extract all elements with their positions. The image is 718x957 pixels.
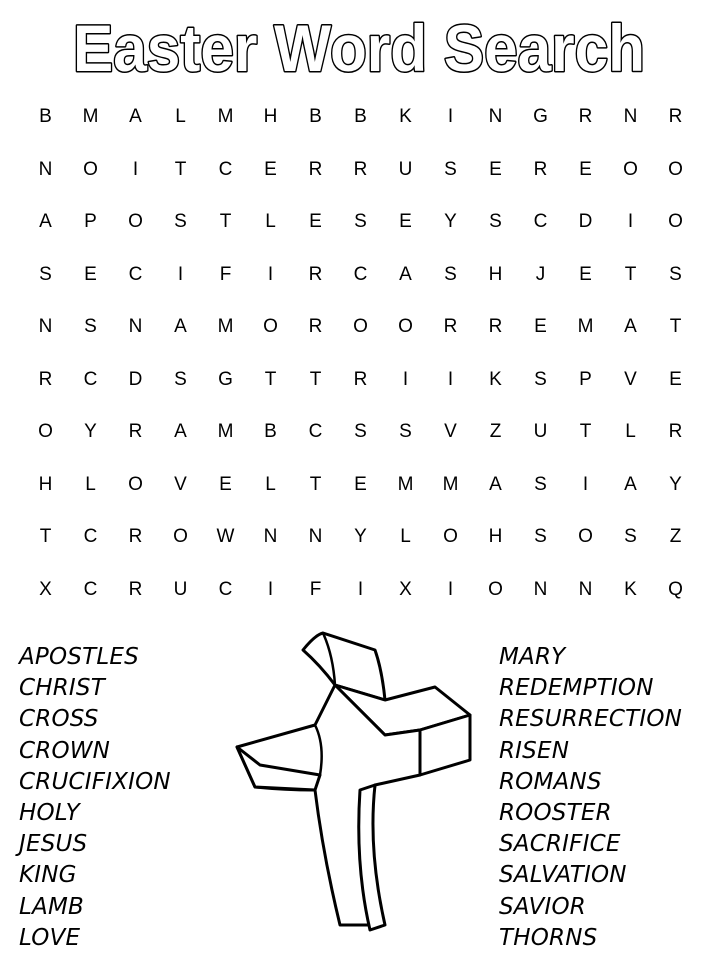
grid-letter: O xyxy=(173,526,188,547)
grid-letter: J xyxy=(535,263,546,285)
grid-letter: M xyxy=(217,421,234,442)
grid-letter: V xyxy=(444,421,457,442)
page-title-text: Easter Word Search xyxy=(73,11,645,85)
grid-letter: H xyxy=(488,263,503,285)
grid-letter: O xyxy=(398,316,413,337)
grid-row xyxy=(23,301,698,354)
grid-letter: K xyxy=(624,578,637,600)
grid-letter: R xyxy=(668,106,683,127)
grid-letter: E xyxy=(399,211,412,232)
grid-letter: O xyxy=(578,526,593,547)
grid-letter: A xyxy=(39,211,52,232)
grid-letter: S xyxy=(174,211,187,232)
word-list-item: LOVE xyxy=(19,924,81,951)
grid-letter: A xyxy=(174,316,187,337)
grid-letter: B xyxy=(39,106,52,127)
word-list-item: SALVATION xyxy=(499,862,627,889)
grid-row xyxy=(23,249,698,302)
grid-letter: D xyxy=(578,211,593,232)
grid-letter: O xyxy=(128,473,143,495)
grid-letter: A xyxy=(489,473,502,495)
cross-icon xyxy=(225,625,485,950)
page-title xyxy=(0,0,718,90)
grid-letter: E xyxy=(669,368,682,390)
letter-grid xyxy=(23,91,698,616)
word-list-item: CRUCIFIXION xyxy=(19,768,171,795)
grid-letter: I xyxy=(132,158,139,180)
grid-row xyxy=(23,406,698,459)
grid-letter: L xyxy=(400,526,411,547)
grid-letter: R xyxy=(308,158,323,180)
grid-letter: S xyxy=(354,421,367,442)
grid-letter: R xyxy=(533,158,548,180)
grid-letter: Z xyxy=(669,526,682,547)
grid-letter: C xyxy=(128,263,143,285)
word-list-item: THORNS xyxy=(499,924,598,951)
grid-letter: M xyxy=(217,106,234,127)
grid-letter: O xyxy=(263,316,278,337)
grid-letter: T xyxy=(579,421,592,442)
grid-letter: R xyxy=(128,578,143,600)
word-list-item: RISEN xyxy=(499,737,570,764)
grid-letter: B xyxy=(264,421,277,442)
grid-letter: S xyxy=(534,473,547,495)
grid-letter: O xyxy=(38,421,53,442)
word-list-item: APOSTLES xyxy=(19,644,139,670)
grid-letter: R xyxy=(38,368,53,390)
grid-letter: O xyxy=(353,316,368,337)
grid-letter: X xyxy=(39,578,52,600)
grid-letter: L xyxy=(265,473,276,495)
grid-letter: S xyxy=(174,368,187,390)
grid-letter: M xyxy=(217,316,234,337)
word-list-item: CHRIST xyxy=(19,675,105,702)
word-list-item: ROOSTER xyxy=(499,799,612,826)
grid-letter: D xyxy=(128,368,143,390)
grid-letter: C xyxy=(533,211,548,232)
grid-letter: T xyxy=(174,158,187,180)
grid-letter: E xyxy=(264,158,277,180)
grid-letter: C xyxy=(83,526,98,547)
grid-letter: E xyxy=(84,263,97,285)
grid-letter: T xyxy=(624,263,637,285)
grid-letter: L xyxy=(265,211,276,232)
grid-row xyxy=(23,144,698,197)
grid-letter: R xyxy=(353,158,368,180)
grid-letter: N xyxy=(623,106,638,127)
grid-letter: T xyxy=(309,473,322,495)
grid-letter: I xyxy=(267,263,274,285)
grid-letter: T xyxy=(219,211,232,232)
grid-letter: Y xyxy=(444,211,457,232)
word-list-item: SAVIOR xyxy=(499,893,586,920)
grid-letter: S xyxy=(354,211,367,232)
grid-letter: L xyxy=(625,421,636,442)
grid-letter: Q xyxy=(668,578,683,600)
grid-letter: S xyxy=(489,211,502,232)
grid-letter: I xyxy=(267,578,274,600)
grid-letter: N xyxy=(38,158,53,180)
grid-letter: R xyxy=(488,316,503,337)
grid-letter: T xyxy=(669,316,682,337)
grid-letter: S xyxy=(39,263,52,285)
grid-letter: B xyxy=(309,106,322,127)
grid-letter: N xyxy=(128,316,143,337)
grid-letter: I xyxy=(177,263,184,285)
grid-letter: U xyxy=(533,421,548,442)
grid-letter: O xyxy=(83,158,98,180)
grid-letter: O xyxy=(443,526,458,547)
grid-letter: T xyxy=(39,526,52,547)
grid-letter: S xyxy=(399,421,412,442)
grid-letter: K xyxy=(399,106,412,127)
grid-letter: M xyxy=(442,473,459,495)
grid-letter: G xyxy=(533,106,548,127)
word-list-left xyxy=(19,642,171,954)
grid-letter: O xyxy=(668,211,683,232)
word-list-item: CROWN xyxy=(19,737,111,764)
grid-letter: P xyxy=(84,211,97,232)
grid-letter: C xyxy=(353,263,368,285)
grid-letter: Z xyxy=(489,421,502,442)
word-list-item: ROMANS xyxy=(499,768,602,795)
grid-letter: C xyxy=(218,578,233,600)
grid-letter: T xyxy=(309,368,322,390)
word-list-item: CROSS xyxy=(19,706,99,733)
grid-letter: U xyxy=(398,158,413,180)
grid-letter: H xyxy=(38,473,53,495)
grid-letter: E xyxy=(534,316,547,337)
word-list-item: JESUS xyxy=(19,831,88,858)
grid-letter: A xyxy=(174,421,187,442)
grid-letter: E xyxy=(219,473,232,495)
grid-letter: O xyxy=(128,211,143,232)
grid-letter: H xyxy=(263,106,278,127)
grid-letter: S xyxy=(534,526,547,547)
grid-letter: E xyxy=(489,158,502,180)
grid-letter: N xyxy=(533,578,548,600)
grid-letter: R xyxy=(578,106,593,127)
grid-letter: S xyxy=(444,263,457,285)
grid-letter: S xyxy=(84,316,97,337)
grid-letter: A xyxy=(624,316,637,337)
grid-letter: I xyxy=(357,578,364,600)
grid-letter: M xyxy=(82,106,99,127)
grid-letter: B xyxy=(354,106,367,127)
grid-letter: E xyxy=(309,211,322,232)
grid-letter: U xyxy=(173,578,188,600)
grid-letter: O xyxy=(488,578,503,600)
grid-letter: C xyxy=(83,578,98,600)
grid-letter: V xyxy=(624,368,637,390)
grid-letter: V xyxy=(174,473,187,495)
grid-letter: I xyxy=(582,473,589,495)
grid-letter: W xyxy=(216,526,235,547)
word-list-item: HOLY xyxy=(19,799,80,826)
grid-letter: R xyxy=(443,316,458,337)
grid-letter: R xyxy=(668,421,683,442)
grid-letter: L xyxy=(85,473,96,495)
grid-letter: E xyxy=(354,473,367,495)
word-list-right xyxy=(499,642,682,954)
grid-letter: F xyxy=(219,263,232,285)
word-list-item: SACRIFICE xyxy=(499,831,621,858)
word-list-item: KING xyxy=(19,862,77,889)
grid-letter: R xyxy=(308,263,323,285)
grid-letter: C xyxy=(83,368,98,390)
grid-letter: E xyxy=(579,158,592,180)
grid-row xyxy=(23,511,698,564)
grid-letter: K xyxy=(489,368,502,390)
grid-letter: S xyxy=(444,158,457,180)
grid-letter: S xyxy=(624,526,637,547)
grid-row xyxy=(23,91,698,144)
grid-letter: Y xyxy=(84,421,97,442)
grid-letter: S xyxy=(669,263,682,285)
grid-letter: E xyxy=(579,263,592,285)
grid-letter: A xyxy=(399,263,412,285)
grid-letter: F xyxy=(309,578,322,600)
grid-letter: M xyxy=(397,473,414,495)
grid-letter: Y xyxy=(669,473,682,495)
word-list-item: REDEMPTION xyxy=(499,675,654,702)
grid-letter: N xyxy=(263,526,278,547)
grid-letter: N xyxy=(578,578,593,600)
grid-letter: O xyxy=(623,158,638,180)
grid-letter: O xyxy=(668,158,683,180)
grid-letter: X xyxy=(399,578,412,600)
grid-row xyxy=(23,564,698,617)
grid-letter: S xyxy=(534,368,547,390)
grid-letter: A xyxy=(129,106,142,127)
grid-letter: I xyxy=(402,368,409,390)
grid-letter: H xyxy=(488,526,503,547)
grid-letter: P xyxy=(579,368,592,390)
grid-letter: T xyxy=(264,368,277,390)
grid-letter: I xyxy=(627,211,634,232)
grid-row xyxy=(23,459,698,512)
grid-row xyxy=(23,196,698,249)
grid-letter: I xyxy=(447,368,454,390)
grid-letter: I xyxy=(447,106,454,127)
grid-letter: R xyxy=(353,368,368,390)
grid-letter: R xyxy=(128,526,143,547)
grid-letter: L xyxy=(175,106,186,127)
grid-letter: A xyxy=(624,473,637,495)
grid-letter: M xyxy=(577,316,594,337)
grid-letter: N xyxy=(488,106,503,127)
grid-letter: N xyxy=(308,526,323,547)
grid-letter: N xyxy=(38,316,53,337)
grid-letter: G xyxy=(218,368,233,390)
grid-letter: I xyxy=(447,578,454,600)
grid-letter: Y xyxy=(354,526,367,547)
word-list-item: MARY xyxy=(499,644,566,670)
grid-letter: R xyxy=(308,316,323,337)
grid-row xyxy=(23,354,698,407)
word-list-item: LAMB xyxy=(19,893,84,920)
grid-letter: C xyxy=(308,421,323,442)
word-list-item: RESURRECTION xyxy=(499,706,683,733)
grid-letter: C xyxy=(218,158,233,180)
grid-letter: R xyxy=(128,421,143,442)
